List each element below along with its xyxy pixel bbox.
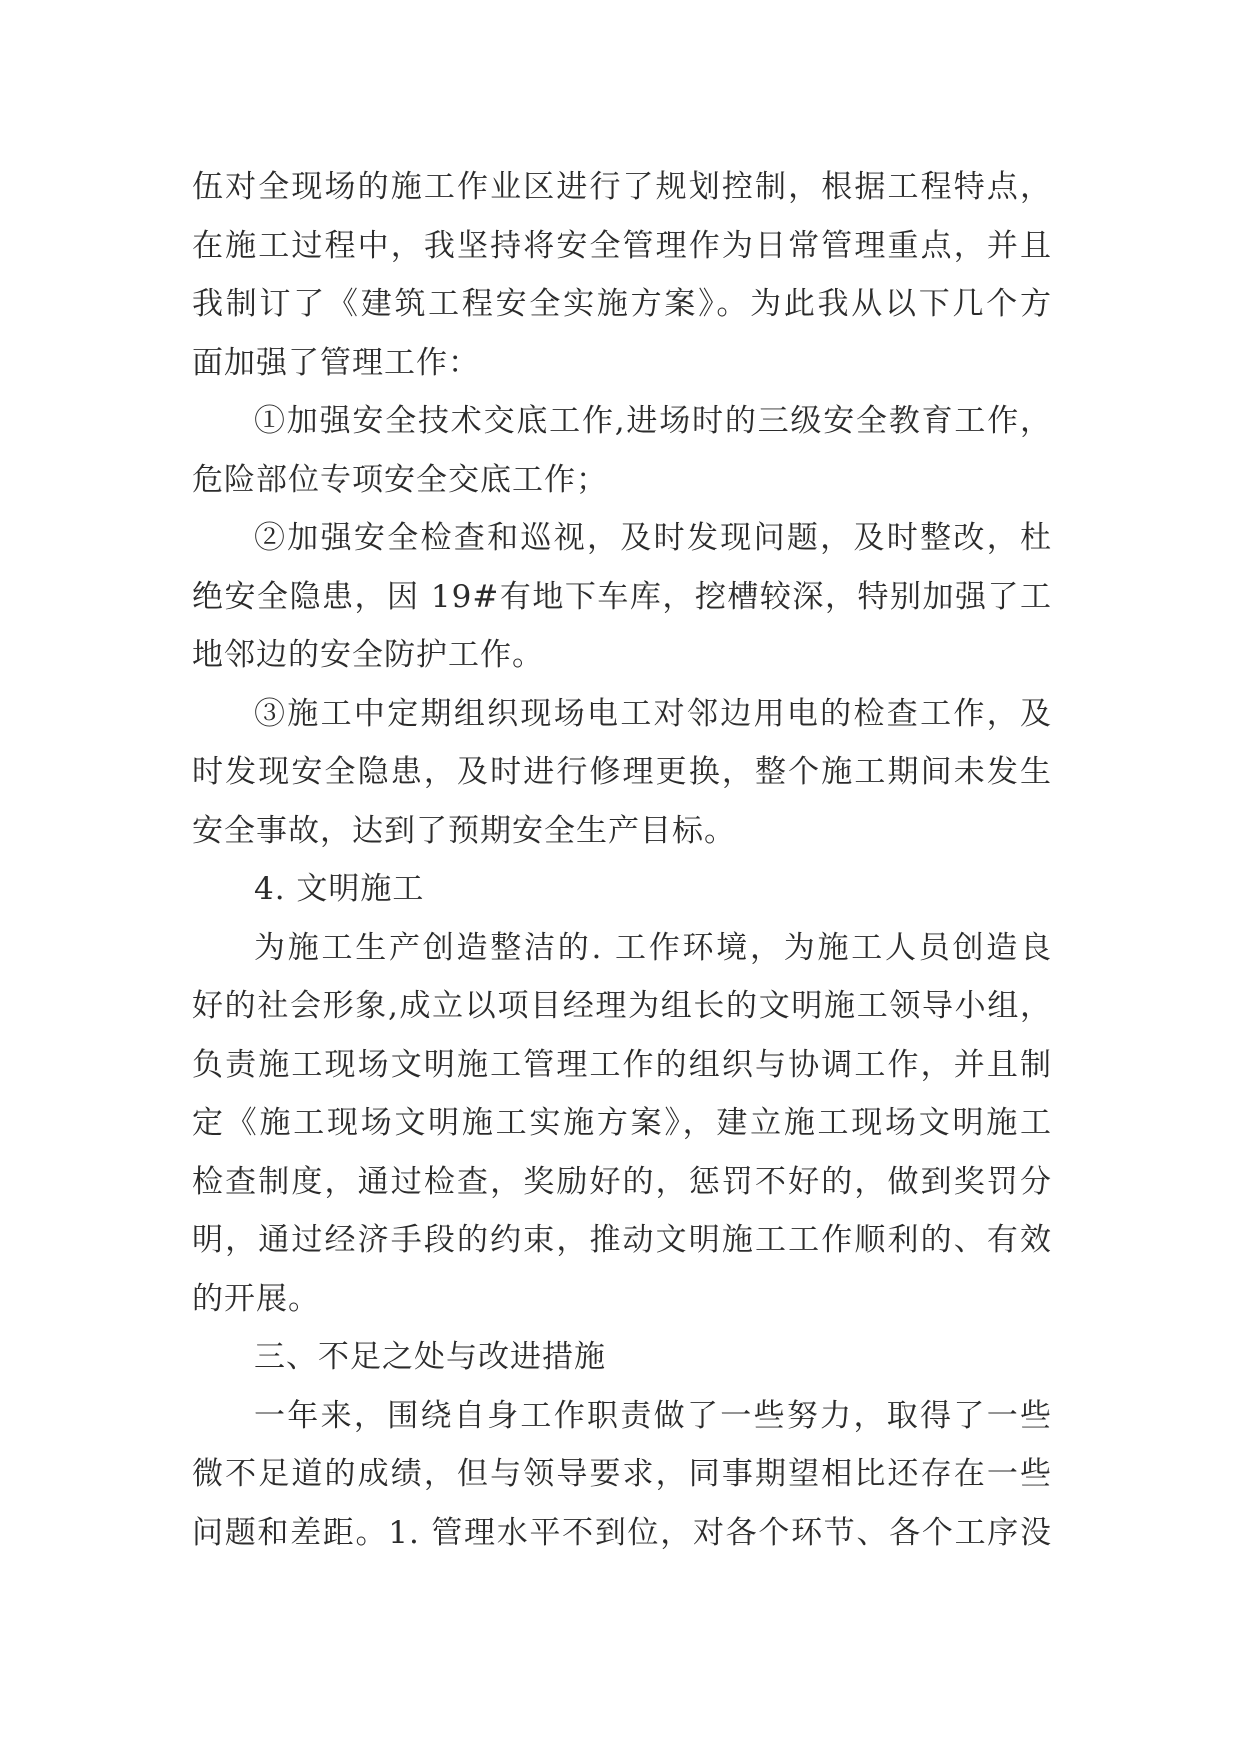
text-line: 一年来，围绕自身工作职责做了一些努力，取得了一些	[254, 1397, 1052, 1434]
text-line: 我制订了《建筑工程安全实施方案》。为此我从以下几个方	[192, 286, 1052, 322]
text-line: 4. 文明施工	[254, 871, 425, 907]
document-body	[192, 158, 1052, 1562]
text-line: 危险部位专项安全交底工作；	[192, 461, 608, 498]
text-line: ②加强安全检查和巡视，及时发现问题，及时整改，杜	[254, 520, 1052, 556]
text-line: 绝安全隐患，因 19#有地下车库，挖槽较深，特别加强了工	[192, 578, 1052, 615]
text-line: 负责施工现场文明施工管理工作的组织与协调工作，并且制	[192, 1046, 1052, 1083]
text-line: 安全事故，达到了预期安全生产目标。	[192, 812, 736, 849]
text-line: 好的社会形象,成立以项目经理为组长的文明施工领导小组，	[192, 988, 1052, 1024]
text-line: 明，通过经济手段的约束，推动文明施工工作顺利的、有效	[192, 1222, 1052, 1258]
text-line: 问题和差距。1. 管理水平不到位，对各个环节、各个工序没	[192, 1514, 1052, 1551]
text-line: 在施工过程中，我坚持将安全管理作为日常管理重点，并且	[192, 227, 1052, 264]
text-line: 面加强了管理工作：	[192, 344, 480, 381]
text-line: 伍对全现场的施工作业区进行了规划控制，根据工程特点，	[192, 169, 1052, 205]
text-line: 三、不足之处与改进措施	[254, 1339, 606, 1375]
text-line: ①加强安全技术交底工作,进场时的三级安全教育工作，	[254, 403, 1052, 439]
text-line: 微不足道的成绩，但与领导要求，同事期望相比还存在一些	[192, 1456, 1052, 1492]
text-line: ③施工中定期组织现场电工对邻边用电的检查工作，及	[254, 695, 1052, 732]
text-line: 定《施工现场文明施工实施方案》，建立施工现场文明施工	[192, 1105, 1052, 1141]
text-line: 的开展。	[192, 1280, 320, 1317]
text-line: 地邻边的安全防护工作。	[192, 637, 544, 673]
text-line: 检查制度，通过检查，奖励好的，惩罚不好的，做到奖罚分	[192, 1163, 1052, 1200]
text-line: 时发现安全隐患，及时进行修理更换，整个施工期间未发生	[192, 754, 1052, 790]
text-line: 为施工生产创造整洁的. 工作环境，为施工人员创造良	[254, 929, 1052, 966]
